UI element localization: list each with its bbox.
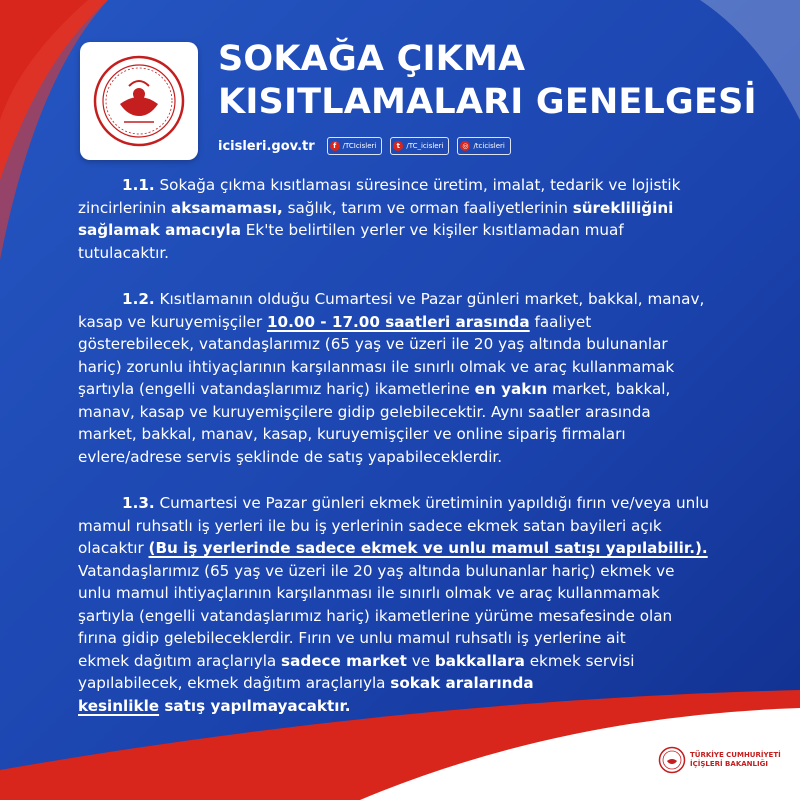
- text-run: market, bakkal, manav, kasap, kuruyemişçiler ve online sipariş firmaları: [78, 425, 626, 443]
- section-3-line-10: [78, 695, 768, 718]
- section-1-line-3: [78, 219, 768, 242]
- section-2-line-5: [78, 378, 768, 401]
- facebook-handle: /TCIcisleri: [342, 142, 377, 150]
- section-3-line-3: [78, 537, 768, 560]
- section-3-line-7: [78, 627, 768, 650]
- text-run: unlu mamul ihtiyaçlarının karşılanması ile sınırlı olmak ve araç kullanmamak: [78, 584, 660, 602]
- section-1-line-2: [78, 197, 768, 220]
- social-bar: [218, 137, 511, 155]
- text-run: gösterebilecek, vatandaşlarımız (65 yaş ve üzeri ile 20 yaş altında bulunanlar: [78, 335, 668, 353]
- section-1-line-4: [78, 242, 768, 265]
- text-run: fırına gidip gelebileceklerdir. Fırın ve unlu mamul ruhsatlı iş yerlerine ait: [78, 629, 626, 647]
- text-run: 10.00 - 17.00 saatleri arasında: [266, 312, 530, 331]
- section-number: 1.3.: [122, 494, 155, 512]
- ministry-footer-line-2: İÇİŞLERİ BAKANLIĞI: [690, 760, 768, 768]
- twitter-icon: t: [393, 141, 403, 151]
- section-2-line-7: [78, 423, 768, 446]
- ministry-footer: [658, 746, 781, 774]
- text-run: Ek'te belirtilen yerler ve kişiler kısıtlamadan muaf: [240, 221, 624, 239]
- section-2-line-8: [78, 446, 768, 469]
- section-2-line-2: [78, 311, 768, 334]
- section-number: 1.2.: [122, 290, 155, 308]
- section-1: [78, 174, 768, 264]
- page-title: [218, 38, 757, 124]
- text-run: sürekliliğini: [572, 198, 674, 217]
- text-run: kesinlikle: [78, 696, 160, 715]
- text-run: market, bakkal,: [547, 380, 671, 398]
- text-run: ve: [406, 651, 435, 670]
- instagram-chip[interactable]: [457, 137, 510, 155]
- text-run: olacaktır: [78, 539, 149, 557]
- text-run: sadece market: [281, 651, 407, 670]
- section-3-line-6: [78, 605, 768, 628]
- text-run: şartıyla (engelli vatandaşlarımız hariç) ikametlerine yürüme mesafesinde olan: [78, 606, 673, 625]
- section-3: [78, 492, 768, 717]
- section-2: [78, 288, 768, 468]
- section-1-line-1: [78, 174, 768, 197]
- text-run: Vatandaşlarımız (65 yaş ve üzeri ile 20 yaş altında bulunanlar hariç) ekmek ve: [78, 561, 675, 580]
- title-line-2: KISITLAMALARI GENELGESİ: [218, 82, 757, 122]
- text-run: manav, kasap ve kuruyemişçilere gidip gelebilecektir. Aynı saatler arasında: [78, 402, 651, 421]
- circular-body: [78, 174, 768, 741]
- text-run: sağlık, tarım ve orman faaliyetlerinin: [282, 198, 573, 217]
- section-2-line-4: [78, 356, 768, 379]
- text-run: Sokağa çıkma kısıtlaması süresince üretim, imalat, tedarik ve lojistik: [159, 176, 681, 194]
- instagram-icon: ◎: [462, 142, 469, 150]
- text-run: aksamaması,: [170, 198, 283, 217]
- section-3-line-1: [78, 492, 768, 515]
- section-3-line-4: [78, 560, 768, 583]
- text-run: (Bu iş yerlerinde sadece ekmek ve unlu mamul satışı yapılabilir.).: [148, 539, 708, 557]
- text-run: bakkallara: [434, 651, 525, 670]
- section-number: 1.1.: [122, 176, 155, 194]
- text-run: zincirlerinin: [78, 198, 171, 217]
- text-run: en yakın: [474, 380, 548, 398]
- text-run: faaliyet: [529, 312, 592, 331]
- section-3-line-8: [78, 650, 768, 673]
- facebook-icon: f: [330, 141, 340, 151]
- text-run: kasap ve kuruyemişçiler: [78, 312, 267, 331]
- section-3-line-5: [78, 582, 768, 605]
- section-3-line-2: [78, 515, 768, 538]
- ministry-footer-line-1: TÜRKİYE CUMHURİYETİ: [690, 751, 781, 759]
- text-run: satış yapılmayacaktır.: [159, 696, 351, 715]
- title-line-1: SOKAĞA ÇIKMA: [218, 39, 526, 79]
- website-link[interactable]: icisleri.gov.tr: [218, 138, 315, 154]
- text-run: hariç) zorunlu ihtiyaçlarının karşılanması ile sınırlı olmak ve araç kullanmamak: [78, 357, 675, 376]
- text-run: tutulacaktır.: [78, 243, 169, 262]
- text-run: ekmek dağıtım araçlarıyla: [78, 651, 282, 670]
- text-run: mamul ruhsatlı iş yerleri ile bu iş yerlerinin sadece ekmek satan bayileri açık: [78, 516, 662, 535]
- text-run: Cumartesi ve Pazar günleri ekmek üretiminin yapıldığı fırın ve/veya unlu: [159, 494, 710, 512]
- twitter-handle: /TC_icisleri: [406, 142, 444, 150]
- section-3-line-9: [78, 672, 768, 695]
- text-run: Kısıtlamanın olduğu Cumartesi ve Pazar günleri market, bakkal, manav,: [159, 290, 705, 308]
- text-run: sağlamak amacıyla: [78, 221, 241, 239]
- text-run: yapılabilecek, ekmek dağıtım araçlarıyla: [78, 674, 391, 692]
- text-run: evlere/adrese servis şeklinde de satış yapabileceklerdir.: [78, 447, 503, 466]
- ministry-footer-seal-icon: [658, 746, 686, 774]
- text-run: şartıyla (engelli vatandaşlarımız hariç) ikametlerine: [78, 380, 475, 398]
- section-2-line-3: [78, 333, 768, 356]
- instagram-handle: /tcicisleri: [473, 142, 505, 150]
- ministry-logo-card: [80, 42, 198, 160]
- twitter-chip[interactable]: [390, 137, 449, 155]
- text-run: sokak aralarında: [390, 674, 534, 692]
- section-2-line-6: [78, 401, 768, 424]
- ministry-seal-icon: [80, 42, 198, 160]
- facebook-chip[interactable]: [327, 137, 383, 155]
- section-2-line-1: [78, 288, 768, 311]
- text-run: ekmek servisi: [524, 651, 635, 670]
